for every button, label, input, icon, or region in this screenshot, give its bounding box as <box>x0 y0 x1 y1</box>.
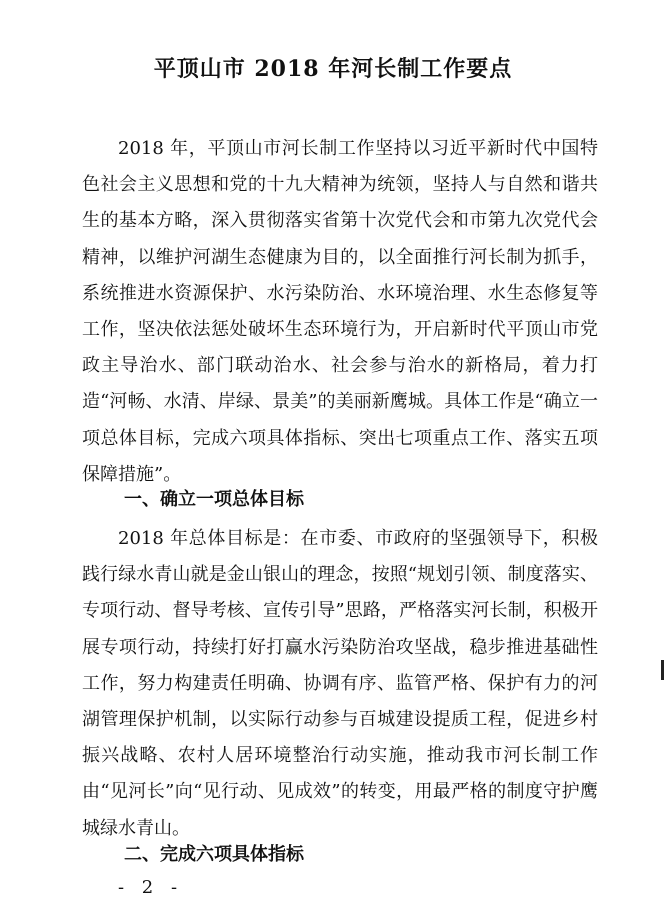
section-heading-1: 一、确立一项总体目标 <box>124 489 304 510</box>
section-heading-2: 二、完成六项具体指标 <box>124 844 304 865</box>
intro-paragraph-block <box>82 131 598 493</box>
section1-paragraph-block <box>82 521 598 847</box>
page-number: - 2 - <box>118 877 184 898</box>
scan-artifact-mark <box>661 660 664 680</box>
intro-paragraph: 2018 年，平顶山市河长制工作坚持以习近平新时代中国特色社会主义思想和党的十九大精神为统领，坚持人与自然和谐共生的基本方略，深入贯彻落实省第十次党代会和市第九次党代会精神，以维护河湖生态健康为目的，以全面推行河长制为抓手，系统推进水资源保护、水污染防治、水环境治理、水生态修复等工作，坚决依法惩处破坏生态环境行为，开启新时代平顶山市党政主导治水、部门联动治水、社会参与治水的新格局，着力打造“河畅、水清、岸绿、景美”的美丽新鹰城。具体工作是“确立一项总体目标，完成六项具体指标、突出七项重点工作、落实五项保障措施”。 <box>82 138 598 485</box>
section1-paragraph: 2018 年总体目标是：在市委、市政府的坚强领导下，积极践行绿水青山就是金山银山的理念，按照“规划引领、制度落实、专项行动、督导考核、宣传引导”思路，严格落实河长制，积极开展专项行动，持续打好打赢水污染防治攻坚战，稳步推进基础性工作，努力构建责任明确、协调有序、监管严格、保护有力的河湖管理保护机制，以实际行动参与百城建设提质工程，促进乡村振兴战略、农村人居环境整治行动实施，推动我市河长制工作由“见河长”向“见行动、见成效”的转变，用最严格的制度守护鹰城绿水青山。 <box>82 528 598 839</box>
document-title: 平顶山市 2018 年河长制工作要点 <box>153 56 513 82</box>
